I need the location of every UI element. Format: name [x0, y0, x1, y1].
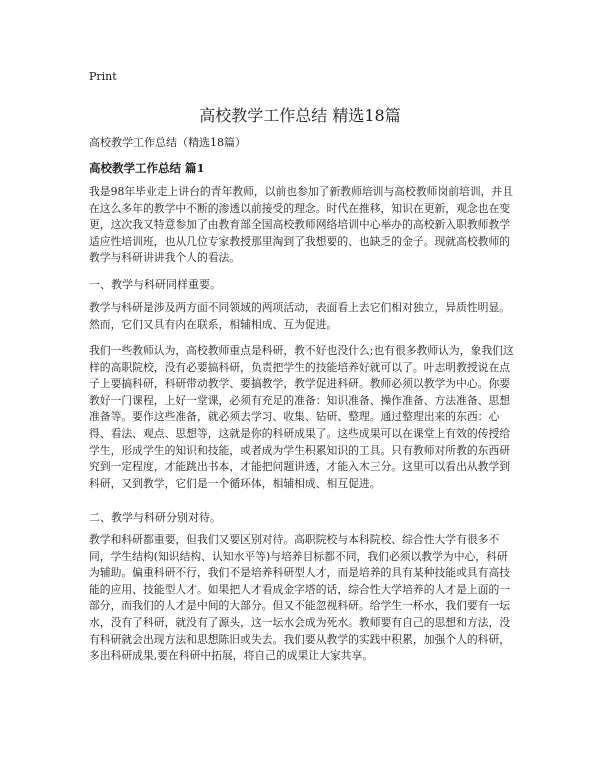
document-subtitle: 高校教学工作总结（精选18篇）	[89, 136, 246, 149]
paragraph-text: 教学和科研都重要，但我们又要区别对待。高职院校与本科院校、综合性大学有很多不同，学生结构(知识结构、认知水平等)与培养目标都不同，我们必须以教学为中心，科研为辅助。偏重科研不行，我们不是培养科研型人才，而是培养的具有某种技能或具有高技能的应用、技能型人才。如果把人才看成金字塔的话，综合性大学培养的人才是上面的一部分，而我们的人才是中间的大部分。但又不能忽视科研。给学生一杯水，我们要有一坛水，没有了科研，就没有了源头，这一坛水会成为死水。教师要有自己的思想和方法，没有科研就会出现方法和思想陈旧或失去。我们要从教学的实践中积累，加强个人的科研，多出科研成果,要在科研中拓展，将自己的成果让大家共享。	[89, 533, 511, 663]
subheading-2: 二、教学与科研分别对待。	[89, 511, 221, 524]
section-heading: 高校教学工作总结 篇1	[89, 161, 205, 175]
paragraph-2	[89, 300, 514, 333]
paragraph-5	[89, 532, 514, 665]
paragraph-text: 我是98年毕业走上讲台的青年教师，以前也参加了新教师培训与高校教师岗前培训，并且在这么多年的教学中不断的渗透以前接受的理念。时代在推移，知识在更新，观念也在变更，这次我又特意参加了由教育部全国高校教师网络培训中心举办的高校新入职教师教学适应性培训班，也从几位专家教授那里淘到了我想要的、也缺乏的金子。现就高校教师的教学与科研讲讲我个人的看法。	[89, 185, 514, 265]
subheading-1: 一、教学与科研同样重要。	[89, 278, 221, 291]
paragraph-text: 我们一些教师认为，高校教师重点是科研，教不好也没什么;也有很多教师认为，象我们这样的高职院校，没有必要搞科研，负责把学生的技能培养好就可以了。叶志明教授说在点子上要搞科研，科研带动教学、要搞教学，教学促进科研。教师必须以教学为中心。你要教好一门课程，上好一堂课，必须有充足的准备：知识准备、操作准备、方法准备、思想准备等。要作这些准备，就必须去学习、收集、钻研、整理。通过整理出来的东西：心得、看法、观点、思想等，这就是你的科研成果了。这些成果可以在课堂上有效的传授给学生，形成学生的知识和技能，或者成为学生积累知识的工具。只有教师对所教的东西研究到一定程度，才能跳出书本，才能把问题讲透，才能入木三分。这里可以看出从教学到科研，又到教学，它们是一个循环体，相辅相成、相互促进。	[89, 344, 514, 490]
print-label[interactable]: Print	[89, 70, 117, 83]
paragraph-intro	[89, 184, 514, 267]
document-title: 高校教学工作总结 精选18篇	[199, 106, 401, 125]
paragraph-text: 教学与科研是涉及两方面不同领域的两项活动，表面看上去它们相对独立，异质性明显。然而，它们又具有内在联系，相辅相成、互为促进。	[89, 301, 511, 331]
paragraph-3	[89, 343, 514, 492]
